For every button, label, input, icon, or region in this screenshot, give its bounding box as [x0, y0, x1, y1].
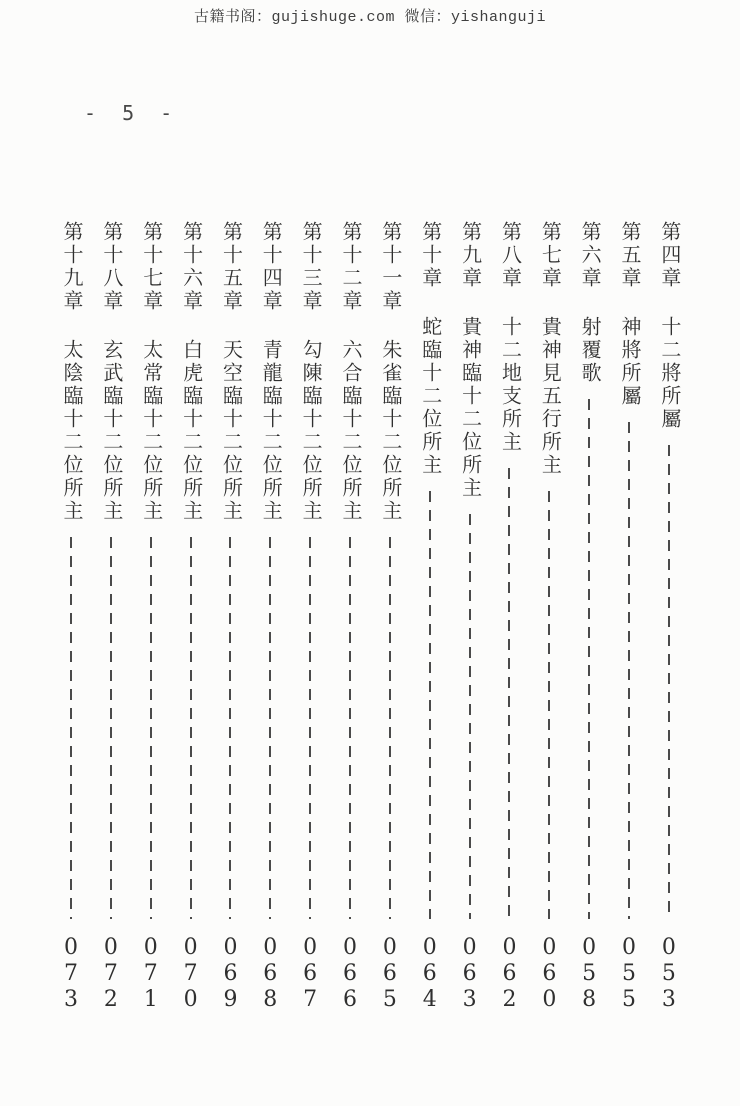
- chapter-title: 十二地支所主: [498, 316, 521, 454]
- chapter-number: 第十九章: [60, 221, 82, 313]
- chapter-title: 天空臨十二位所主: [219, 339, 242, 523]
- chapter-number: 第九章: [458, 221, 481, 290]
- page-number: 071: [138, 935, 164, 1013]
- chapter-number: 第十章: [418, 221, 441, 290]
- dashed-leader: [469, 514, 471, 919]
- dashed-leader: [429, 491, 431, 919]
- page-number: 064: [417, 935, 443, 1013]
- chapter-title: 白虎臨十二位所主: [179, 339, 202, 523]
- chapter-title: 太陰臨十二位所主: [60, 339, 82, 523]
- page-number: 060: [536, 935, 562, 1013]
- chapter-title: 射覆歌: [578, 316, 601, 385]
- page-number: 062: [496, 935, 522, 1013]
- chapter-title: 貴神臨十二位所主: [458, 316, 481, 500]
- toc-entry-ch7: [536, 221, 562, 1013]
- chapter-number: 第七章: [538, 221, 561, 290]
- chapter-number: 第八章: [498, 221, 521, 290]
- dashed-leader: [588, 399, 590, 919]
- toc-entry-ch4: [656, 221, 682, 1013]
- toc-entry-ch18: [98, 221, 124, 1013]
- dashed-leader: [389, 537, 391, 919]
- toc-entry-ch13: [297, 221, 323, 1013]
- chapter-title: 六合臨十二位所主: [339, 339, 362, 523]
- page-number: 072: [98, 935, 124, 1013]
- toc-entry-ch9: [457, 221, 483, 1013]
- chapter-number: 第四章: [657, 221, 680, 290]
- chapter-title: 太常臨十二位所主: [139, 339, 162, 523]
- toc-entry-ch5: [616, 221, 642, 1013]
- chapter-number: 第十八章: [99, 221, 122, 313]
- page-number: 066: [337, 935, 363, 1013]
- chapter-title: 神將所屬: [618, 316, 641, 408]
- page-number: 068: [257, 935, 283, 1013]
- chapter-title: 蛇臨十二位所主: [418, 316, 441, 477]
- chapter-title: 玄武臨十二位所主: [99, 339, 122, 523]
- table-of-contents: [58, 221, 682, 1013]
- dashed-leader: [668, 445, 670, 919]
- page-number: 073: [58, 935, 84, 1013]
- chapter-title: 十二將所屬: [657, 316, 680, 431]
- toc-entry-ch16: [178, 221, 204, 1013]
- chapter-title: 貴神見五行所主: [538, 316, 561, 477]
- page-number: 063: [457, 935, 483, 1013]
- page-number: 065: [377, 935, 403, 1013]
- dashed-leader: [150, 537, 152, 919]
- page-number: 067: [297, 935, 323, 1013]
- chapter-number: 第十三章: [299, 221, 322, 313]
- page-number: 070: [178, 935, 204, 1013]
- dashed-leader: [110, 537, 112, 919]
- page-number: 069: [217, 935, 243, 1013]
- toc-entry-ch15: [217, 221, 243, 1013]
- dashed-leader: [70, 537, 72, 919]
- chapter-title: 勾陳臨十二位所主: [299, 339, 322, 523]
- watermark-header: 古籍书阁：gujishuge.com 微信：yishanguji: [193, 9, 547, 26]
- page-folio: - 5 -: [84, 101, 180, 125]
- toc-entry-ch17: [138, 221, 164, 1013]
- chapter-number: 第十一章: [378, 221, 401, 313]
- chapter-number: 第十二章: [339, 221, 362, 313]
- dashed-leader: [309, 537, 311, 919]
- dashed-leader: [628, 422, 630, 919]
- page-number: 053: [656, 935, 682, 1013]
- dashed-leader: [190, 537, 192, 919]
- dashed-leader: [349, 537, 351, 919]
- toc-entry-ch11: [377, 221, 403, 1013]
- toc-entry-ch10: [417, 221, 443, 1013]
- dashed-leader: [229, 537, 231, 919]
- chapter-title: 青龍臨十二位所主: [259, 339, 282, 523]
- toc-entry-ch19: [58, 221, 84, 1013]
- chapter-number: 第五章: [618, 221, 641, 290]
- dashed-leader: [548, 491, 550, 919]
- toc-entry-ch6: [576, 221, 602, 1013]
- toc-entry-ch14: [257, 221, 283, 1013]
- chapter-number: 第十五章: [219, 221, 242, 313]
- dashed-leader: [269, 537, 271, 919]
- chapter-number: 第十七章: [139, 221, 162, 313]
- toc-entry-ch12: [337, 221, 363, 1013]
- toc-entry-ch8: [496, 221, 522, 1013]
- page-number: 058: [576, 935, 602, 1013]
- chapter-number: 第十四章: [259, 221, 282, 313]
- chapter-number: 第六章: [578, 221, 601, 290]
- dashed-leader: [508, 468, 510, 919]
- chapter-title: 朱雀臨十二位所主: [378, 339, 401, 523]
- chapter-number: 第十六章: [179, 221, 202, 313]
- page-number: 055: [616, 935, 642, 1013]
